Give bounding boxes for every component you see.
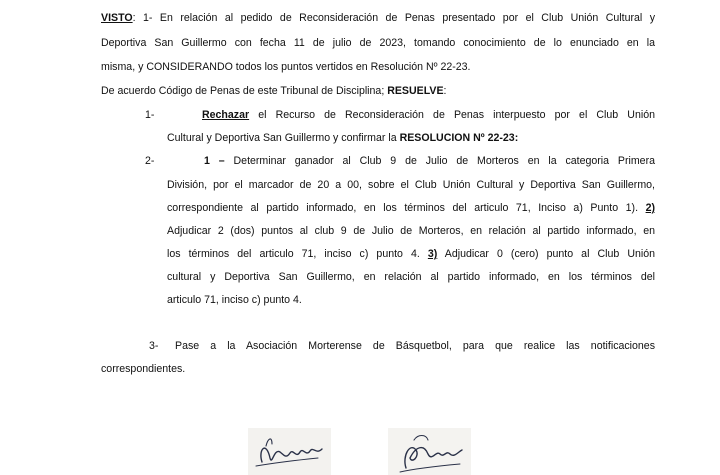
item2-line-5 xyxy=(167,247,655,261)
item2-line-4: Adjudicar 2 (dos) puntos al club 9 de Julio de Morteros, en relación al partido informado, en xyxy=(167,225,655,237)
item2-point-1: 1 – xyxy=(204,155,225,167)
item2-line-5-text: los términos del articulo 71, inciso c) punto 4. xyxy=(167,248,428,260)
item1-rechazar: Rechazar xyxy=(202,109,250,121)
item1-line-1 xyxy=(202,108,655,122)
visto-line-2: Deportiva San Guillermo con fecha 11 de julio de 2023, tomando conocimiento de lo enunciado en la xyxy=(101,37,655,49)
item3-line-1: Pase a la Asociación Morterense de Básquetbol, para que realice las notificaciones xyxy=(175,340,655,352)
item1-line-1-text: el Recurso de Reconsideración de Penas interpuesto por el Club Unión xyxy=(249,109,655,121)
visto-line-1 xyxy=(101,11,655,25)
item1-resolution-ref: RESOLUCION Nº 22-23: xyxy=(399,132,519,144)
signature-right xyxy=(388,428,471,475)
item2-line-3 xyxy=(167,201,655,215)
item2-line-7: articulo 71, inciso c) punto 4. xyxy=(167,294,302,306)
item2-line-3-text: correspondiente al partido informado, en los términos del articulo 71, Inciso a) Punto 1). xyxy=(167,202,646,214)
item2-point-2: 2) xyxy=(645,202,655,214)
item2-line-1 xyxy=(204,154,655,168)
item2-line-5-rest: Adjudicar 0 (cero) punto al Club Unión xyxy=(437,248,655,260)
item1-number: 1- xyxy=(145,109,155,121)
item3-line-2: correspondientes. xyxy=(101,363,186,375)
item1-line-2-text: Cultural y Deportiva San Guillermo y confirmar la xyxy=(167,132,400,144)
resuelve-colon: : xyxy=(443,85,447,97)
visto-text: : 1- En relación al pedido de Reconsideración de Penas presentado por el Club Unión Cultural y xyxy=(132,12,655,24)
item1-line-2 xyxy=(167,131,518,145)
item2-line-1-text: Determinar ganador al Club 9 de Julio de Morteros en la categoria Primera xyxy=(224,155,655,167)
resuelve-intro xyxy=(101,84,447,98)
item2-line-6: cultural y Deportiva San Guillermo, en relación al partido informado, en los términos del xyxy=(167,271,655,283)
item2-point-3: 3) xyxy=(427,248,438,260)
item2-line-2: División, por el marcador de 20 a 00, sobre el Club Unión Cultural y Deportiva San Guillermo, xyxy=(167,179,655,191)
visto-line-3: misma, y CONSIDERANDO todos los puntos vertidos en Resolución Nº 22-23. xyxy=(101,61,471,73)
visto-label: VISTO xyxy=(101,12,133,24)
signature-left xyxy=(248,428,331,475)
item2-number: 2- xyxy=(145,155,155,167)
resuelve-intro-text: De acuerdo Código de Penas de este Tribunal de Disciplina; xyxy=(101,85,388,97)
resuelve-keyword: RESUELVE xyxy=(387,85,444,97)
item3-number: 3- xyxy=(149,340,159,352)
